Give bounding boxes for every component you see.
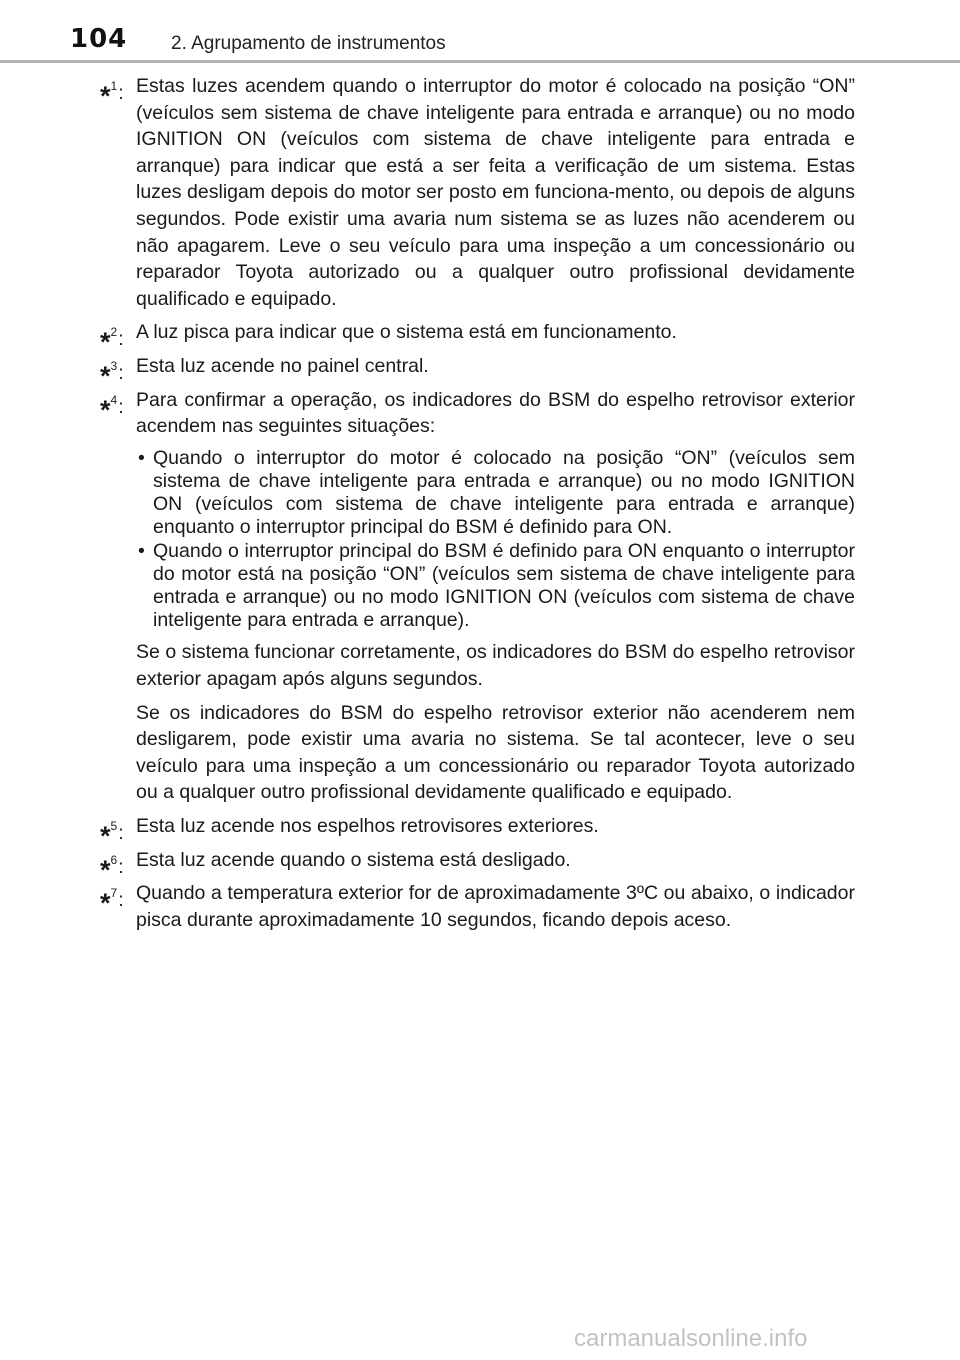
page-number: 104: [70, 24, 128, 54]
list-item: • Quando o interruptor principal do BSM é definido para ON enquanto o interruptor do motor está na posição “ON” (veículos sem sistema de chave inteligente para entrada e arranque) ou no modo IGNITION ON (veículos com sistema de chave inteligente para entrada e arranque).: [138, 539, 855, 632]
bullet-icon: •: [138, 446, 145, 469]
section-title: 2. Agrupamento de instrumentos: [171, 33, 446, 54]
footnote-marker: *$^4$:: [100, 392, 124, 425]
footnote-text: A luz pisca para indicar que o sistema está em funcionamento.: [136, 321, 677, 344]
bullet-list: [136, 447, 855, 633]
footnote-7: [100, 880, 855, 933]
footnote-text: Esta luz acende no painel central.: [136, 354, 429, 377]
footnote-marker: *$^6$:: [100, 852, 124, 885]
page-header: [0, 0, 960, 64]
footnote-marker: *$^7$:: [100, 886, 124, 919]
footnote-paragraph: Se os indicadores do BSM do espelho retrovisor exterior não acenderem nem desligarem, pode existir uma avaria no sistema. Se tal acontecer, leve o seu veículo para uma inspeção a um concessionário ou reparador Toyota autorizado ou a qualquer outro profissional devidamente qualificado e equipado.: [136, 701, 855, 804]
bullet-icon: •: [138, 539, 145, 562]
footnote-2: [100, 319, 855, 358]
footnote-5: [100, 813, 855, 851]
footnote-6: [100, 847, 855, 885]
footnote-3: [100, 353, 855, 391]
footnote-marker: *$^1$:: [100, 79, 124, 111]
list-item: • Quando o interruptor do motor é colocado na posição “ON” (veículos sem sistema de chave inteligente para entrada e arranque) ou no modo IGNITION ON (veículos com sistema de chave inteligente para entrada e arranque) enquanto o interruptor principal do BSM é definido para ON.: [138, 446, 855, 539]
footnote-text: Quando a temperatura exterior for de aproximadamente 3ºC ou abaixo, o indicador pisca durante aproximadamente 10 segundos, ficando depois aceso.: [136, 882, 855, 931]
footnote-marker: *$^5$:: [100, 818, 124, 851]
footnote-marker: *$^2$:: [100, 325, 124, 358]
page-content: [100, 73, 855, 940]
footnote-1: [100, 73, 855, 312]
header-divider: [0, 60, 960, 63]
footnote-text: Esta luz acende nos espelhos retrovisores exteriores.: [136, 814, 599, 837]
footnote-text: Esta luz acende quando o sistema está desligado.: [136, 848, 571, 871]
watermark: carmanualsonline.info: [574, 1325, 808, 1352]
footnote-text: Para confirmar a operação, os indicadores do BSM do espelho retrovisor exterior acendem nas seguintes situações:: [136, 388, 855, 438]
footnote-paragraph: Se o sistema funcionar corretamente, os indicadores do BSM do espelho retrovisor exterior apagam após alguns segundos.: [136, 641, 855, 690]
footnote-4: [100, 387, 855, 806]
footnote-text: Estas luzes acendem quando o interruptor do motor é colocado na posição “ON” (veículos sem sistema de chave inteligente para entrada e arranque) ou no modo IGNITION ON (veículos com sistema de chave inteligente para entrada e arranque) para indicar que está a ser feita a verificação de um sistema. Estas luzes desligam depois do motor ser posto em funciona-mento, ou depois de alguns segundos. Pode existir uma avaria num sistema se as luzes não acenderem ou não apagarem. Leve o seu veículo para uma inspeção a um concessionário ou reparador Toyota autorizado ou a qualquer outro profissional devidamente qualificado e equipado.: [136, 75, 855, 310]
footnote-marker: *$^3$:: [100, 358, 124, 391]
